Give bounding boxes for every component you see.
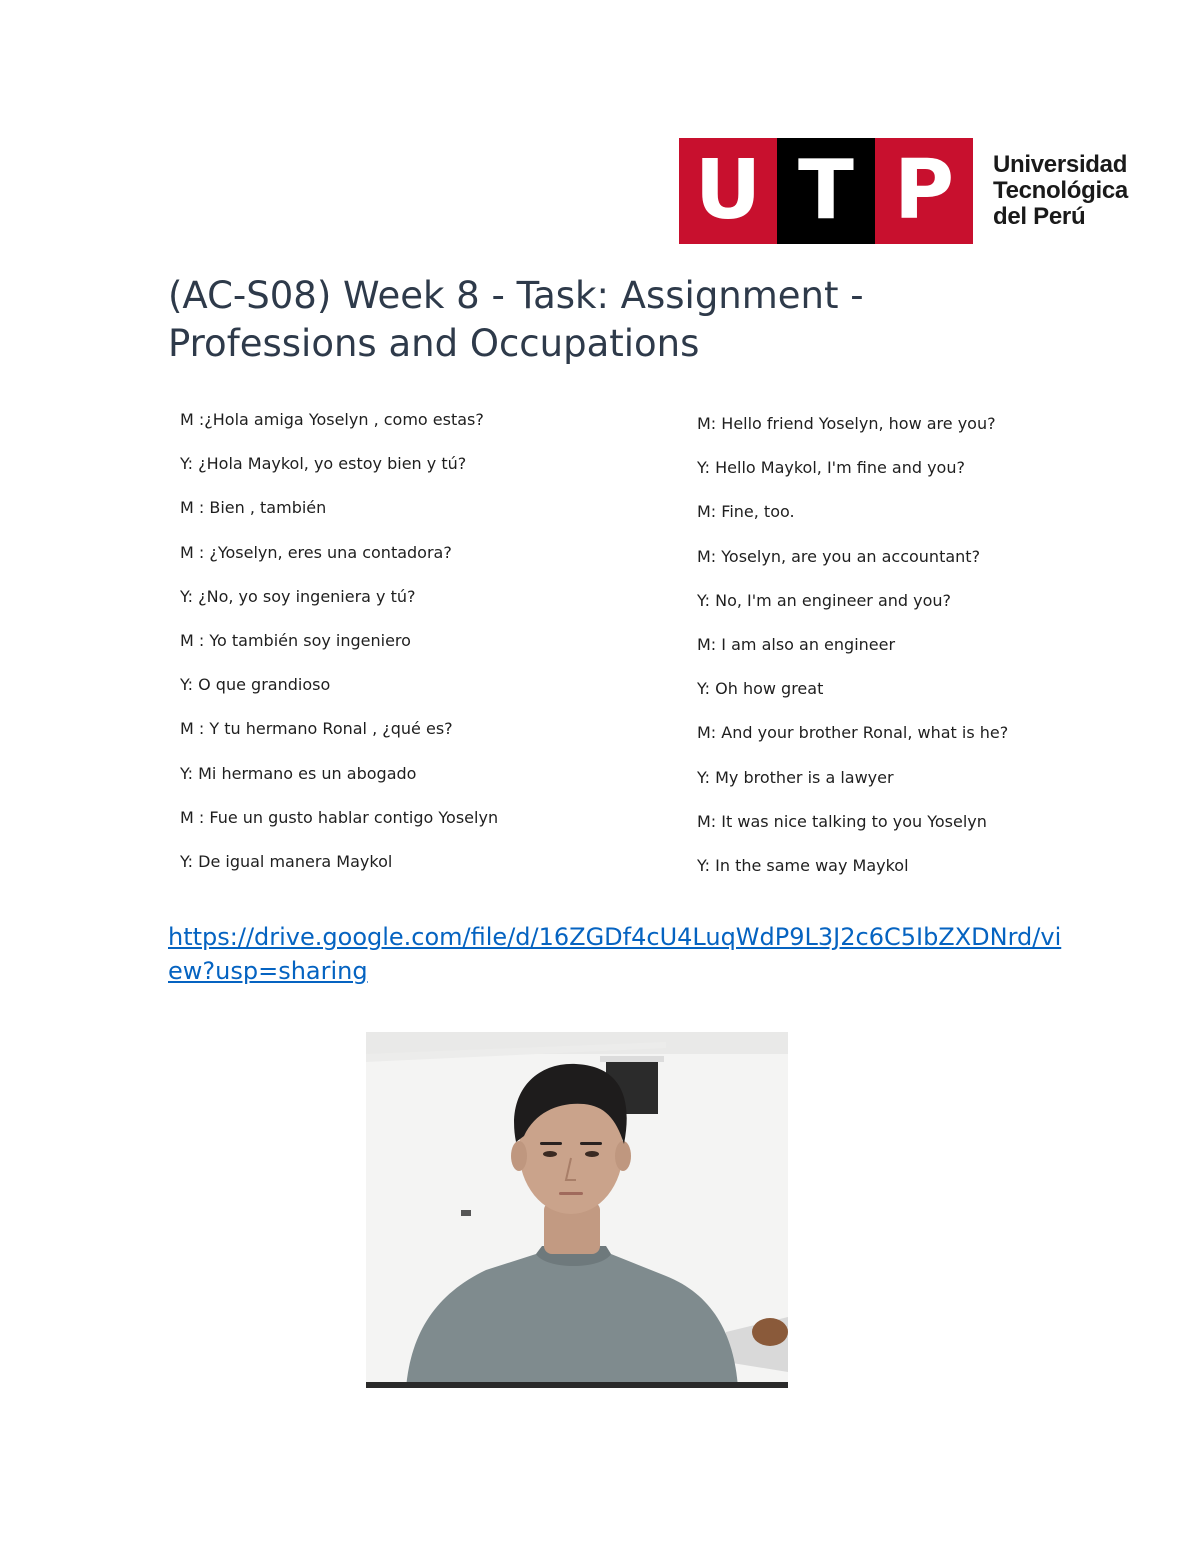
dialogue-line: M: And your brother Ronal, what is he? xyxy=(697,723,1009,743)
logo-letter-u: U xyxy=(679,138,777,244)
logo-name-line-3: del Perú xyxy=(993,203,1086,230)
dialogue-line: Y: ¿Hola Maykol, yo estoy bien y tú? xyxy=(180,454,467,474)
document-title: (AC-S08) Week 8 - Task: Assignment - Professions and Occupations xyxy=(168,274,864,365)
logo-university-name xyxy=(973,138,1130,244)
logo-letter-t: T xyxy=(777,138,875,244)
dialogue-line: Y: ¿No, yo soy ingeniera y tú? xyxy=(180,586,416,606)
dialogue-line: Y: De igual manera Maykol xyxy=(180,851,393,871)
dialogue-line: Y: O que grandioso xyxy=(180,675,331,695)
dialogue-line: Y: Hello Maykol, I'm fine and you? xyxy=(697,458,965,478)
dialogue-line: Y: My brother is a lawyer xyxy=(697,767,894,787)
student-photo-illustration xyxy=(366,1032,788,1388)
dialogue-line: M: It was nice talking to you Yoselyn xyxy=(697,811,987,831)
dialogue-line: M : Fue un gusto hablar contigo Yoselyn xyxy=(180,807,499,827)
dialogue-line: M: I am also an engineer xyxy=(697,634,896,654)
dialogue-line: M : Y tu hermano Ronal , ¿qué es? xyxy=(180,719,453,739)
dialogue-line: M : Bien , también xyxy=(180,498,327,518)
dialogue-line: M : ¿Yoselyn, eres una contadora? xyxy=(180,542,452,562)
video-link[interactable]: https://drive.google.com/file/d/16ZGDf4cU4LuqWdP9L3J2c6C5IbZXDNrd/view?usp=sharing xyxy=(168,923,1062,985)
dialogue-line: Y: Mi hermano es un abogado xyxy=(180,763,417,783)
dialogue-line: M: Yoselyn, are you an accountant? xyxy=(697,546,981,566)
dialogue-line: Y: No, I'm an engineer and you? xyxy=(697,590,952,610)
dialogue-line: M: Fine, too. xyxy=(697,502,795,522)
dialogue-line: M : Yo también soy ingeniero xyxy=(180,630,411,650)
logo-name-line-2: Tecnológica xyxy=(993,177,1128,204)
utp-logo xyxy=(679,138,1130,244)
dialogue-line: M: Hello friend Yoselyn, how are you? xyxy=(697,414,996,433)
logo-letter-p: P xyxy=(875,138,973,244)
dialogue-line: Y: Oh how great xyxy=(697,679,824,699)
logo-name-line-1: Universidad xyxy=(993,151,1128,178)
dialogue-line: Y: In the same way Maykol xyxy=(697,855,909,875)
dialogue-spanish xyxy=(180,408,650,894)
dialogue-english xyxy=(697,412,1167,898)
dialogue-line: M :¿Hola amiga Yoselyn , como estas? xyxy=(180,410,484,429)
student-photo xyxy=(366,1032,788,1388)
